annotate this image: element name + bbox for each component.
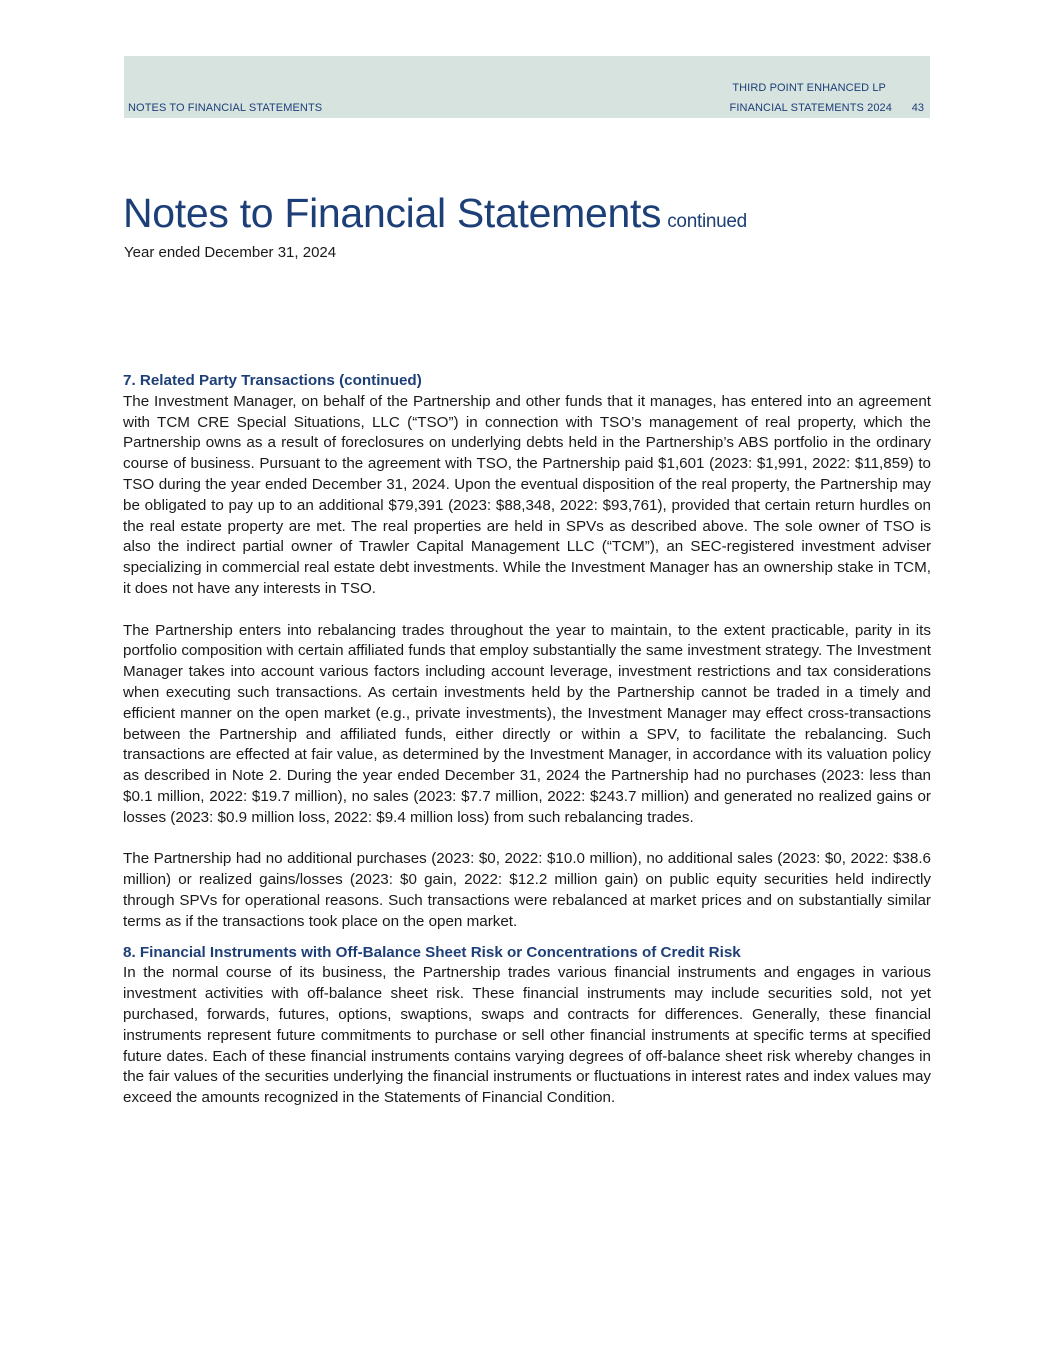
page-title bbox=[123, 190, 747, 237]
page-title-continued: continued bbox=[667, 211, 747, 232]
page-header bbox=[124, 56, 930, 118]
header-report-name: FINANCIAL STATEMENTS 2024 bbox=[729, 102, 892, 114]
paragraph-off-balance-sheet: In the normal course of its business, the Partnership trades various financial instruments and engages in various investment activities with off-balance sheet risk. These financial instruments may include securities sold, not yet purchased, forwards, futures, options, swaptions, swaps and contracts for differences. Generally, these financial instruments represent future commitments to purchase or sell other financial instruments at specific terms at specified future dates. Each of these financial instruments contains varying degrees of off-balance sheet risk whereby changes in the fair values of the securities underlying the financial instruments or fluctuations in interest rates and index values may exceed the amounts recognized in the Statements of Financial Condition. bbox=[123, 964, 931, 1107]
header-section-label: NOTES TO FINANCIAL STATEMENTS bbox=[128, 102, 323, 114]
page-number: 43 bbox=[911, 102, 924, 114]
notes-body bbox=[123, 371, 931, 1109]
section-heading-off-balance-sheet: 8. Financial Instruments with Off-Balance Sheet Risk or Concentrations of Credit Risk bbox=[123, 943, 741, 961]
page-title-text: Notes to Financial Statements bbox=[123, 190, 662, 236]
paragraph-tso-agreement: The Investment Manager, on behalf of the Partnership and other funds that it manages, has entered into an agreement with TCM CRE Special Situations, LLC (“TSO”) in connection with TSO’s management of real property, which the Partnership owns as a result of foreclosures on underlying debts held in the Partnership’s ABS portfolio in the ordinary course of business. Pursuant to the agreement with TSO, the Partnership paid $1,601 (2023: $1,991, 2022: $11,859) to TSO during the year ended December 31, 2024. Upon the eventual disposition of the real property, the Partnership may be obligated to pay up to an additional $79,391 (2023: $88,348, 2022: $93,761), provided that certain return hurdles on the real estate property are met. The real properties are held in SPVs as described above. The sole owner of TSO is also the indirect partial owner of Trawler Capital Management LLC (“TCM”), an SEC-registered investment adviser specializing in commercial real estate debt investments. While the Investment Manager has an ownership stake in TCM, it does not have any interests in TSO. bbox=[123, 392, 931, 597]
paragraph-rebalancing-trades: The Partnership enters into rebalancing trades throughout the year to maintain, to the extent practicable, parity in its portfolio composition with certain affiliated funds that employ substantially the same investment strategy. The Investment Manager takes into account various factors including account leverage, investment restrictions and tax considerations when executing such transactions. As certain investments held by the Partnership cannot be traded in a timely and efficient manner on the open market (e.g., private investments), the Investment Manager may effect cross-transactions between the Partnership and affiliated funds, either directly or within a SPV, to facilitate the rebalancing. Such transactions are effected at fair value, as determined by the Investment Manager, in accordance with its valuation policy as described in Note 2. During the year ended December 31, 2024 the Partnership had no purchases (2023: less than $0.1 million, 2022: $19.7 million), no sales (2023: $7.7 million, 2022: $243.7 million) and generated no realized gains or losses (2023: $0.9 million loss, 2022: $9.4 million loss) from such rebalancing trades. bbox=[123, 621, 931, 826]
header-company-name: THIRD POINT ENHANCED LP bbox=[732, 82, 886, 94]
page-subtitle: Year ended December 31, 2024 bbox=[124, 244, 337, 261]
section-heading-related-party: 7. Related Party Transactions (continued) bbox=[123, 372, 422, 389]
paragraph-public-equity: The Partnership had no additional purchases (2023: $0, 2022: $10.0 million), no additional sales (2023: $0, 2022: $38.6 million) or realized gains/losses (2023: $0 gain, 2022: $12.2 million gain) on public equity securities held indirectly through SPVs for operational reasons. Such transactions were rebalanced at market prices and on substantially similar terms as if the transactions took place on the open market. bbox=[123, 850, 931, 930]
